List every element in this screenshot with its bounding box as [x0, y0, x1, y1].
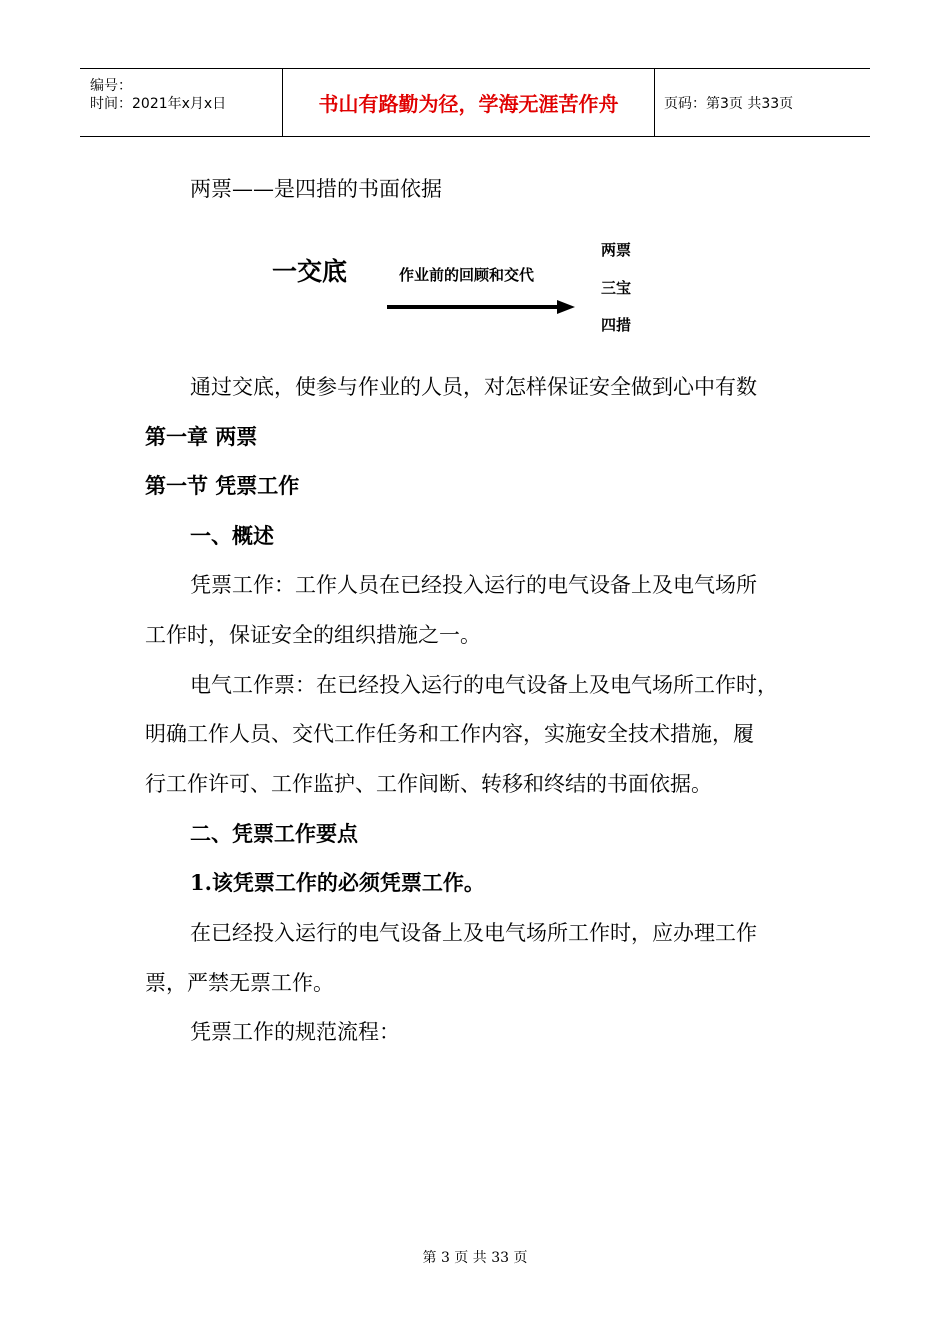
paragraph-line: 行工作许可、工作监护、工作间断、转移和终结的书面依据。 [145, 772, 712, 796]
subsection-heading-points: 二、凭票工作要点 [190, 821, 358, 846]
chapter-heading: 第一章 两票 [145, 424, 258, 449]
number-label: 编号： [90, 78, 132, 94]
intro-line: 两票——是四措的书面依据 [190, 177, 442, 201]
summary-line: 通过交底，使参与作业的人员，对怎样保证安全做到心中有数 [190, 375, 757, 399]
diagram-title: 一交底 [272, 257, 348, 286]
paragraph-line: 票，严禁无票工作。 [145, 971, 334, 995]
section-heading: 第一节 凭票工作 [145, 473, 300, 498]
diagram-arrow-label: 作业前的回顾和交代 [399, 266, 535, 284]
paragraph-line: 明确工作人员、交代工作任务和工作内容，实施安全技术措施，履 [145, 722, 754, 746]
header-meta [80, 69, 282, 136]
page-header [80, 68, 870, 137]
diagram-item: 四措 [601, 316, 632, 334]
right-arrow-icon [387, 295, 577, 319]
header-page-info: 页码：第3页 共33页 [664, 95, 794, 112]
paragraph-line: 在已经投入运行的电气设备上及电气场所工作时，应办理工作 [190, 921, 757, 945]
paragraph-line: 凭票工作的规范流程： [190, 1020, 400, 1044]
header-motto: 书山有路勤为径，学海无涯苦作舟 [282, 69, 655, 136]
page-footer: 第 3 页 共 33 页 [422, 1250, 528, 1266]
paragraph-line: 电气工作票：在已经投入运行的电气设备上及电气场所工作时， [190, 673, 778, 697]
date-label: 时间：2021年x月x日 [90, 96, 227, 112]
diagram-item: 两票 [601, 241, 632, 259]
point-heading: 1.该凭票工作的必须凭票工作。 [190, 870, 485, 895]
diagram-item: 三宝 [601, 279, 632, 297]
paragraph-line: 凭票工作：工作人员在已经投入运行的电气设备上及电气场所 [190, 573, 757, 597]
paragraph-line: 工作时，保证安全的组织措施之一。 [145, 623, 481, 647]
subsection-heading-overview: 一、概述 [190, 523, 274, 548]
